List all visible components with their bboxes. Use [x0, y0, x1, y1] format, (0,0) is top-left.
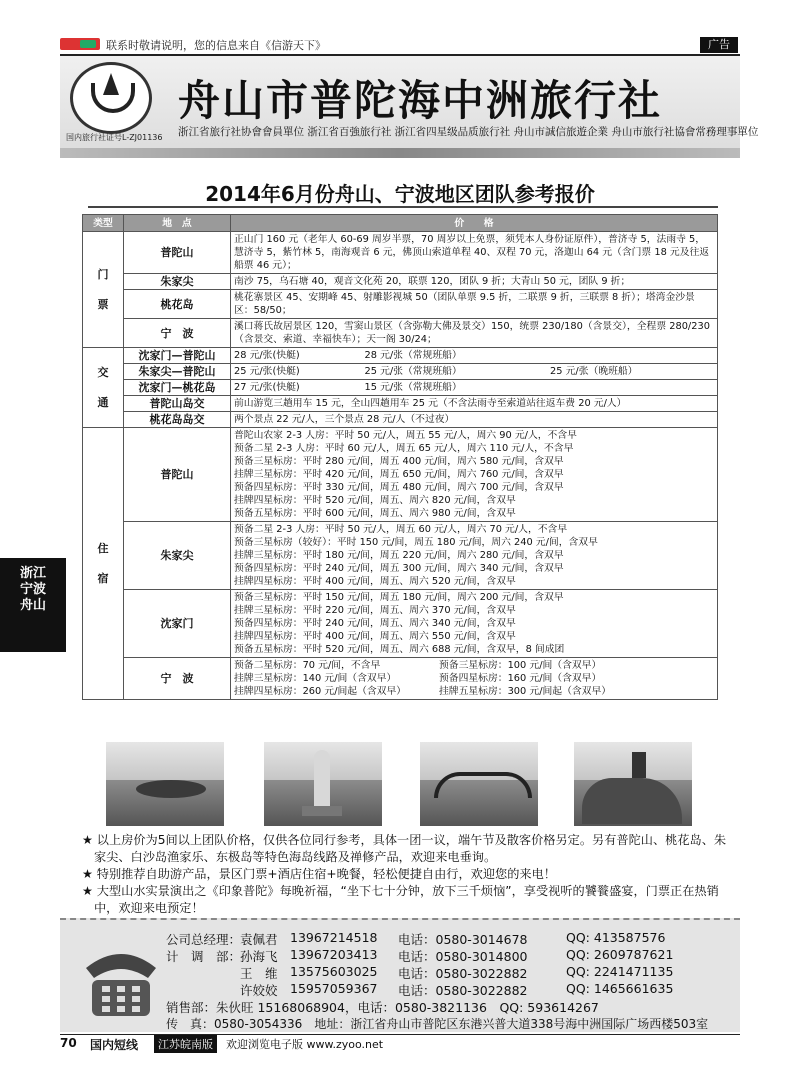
top-strip — [60, 36, 740, 56]
price-cell: 28 元/张(快艇) — [231, 348, 362, 364]
location-cell: 宁 波 — [124, 658, 231, 700]
note-item: ★ 特别推荐自助游产品，景区门票+酒店住宿+晚餐，轻松便捷自由行，欢迎您的来电！ — [82, 867, 556, 881]
guanyin-statue-photo — [264, 742, 382, 826]
price-cell: 桃花寨景区 45、安期峰 45、射雕影视城 50（团队单票 9.5 折，二联票 9 折，三联票 8 折）；塔湾金沙景区：58/50； — [231, 290, 718, 319]
note-item: ★ 以上房价为5间以上团队价格，仅供各位同行参考，具体一团一议，端午节及散客价格另定。另有普陀山、桃花岛、朱家尖、白沙岛渔家乐、东极岛等特色海岛线路及禅修产品，欢迎来电垂询。 — [82, 833, 727, 864]
price-cell: 预备三星标房：平时 150 元/间，周五 180 元/间，周六 200 元/间，含双早 挂牌三星标房：平时 220 元/间，周五、周六 370 元/间，含双早 预备四星标房：平时 240 元/间，周五、周六 340 元/间，含双早 挂牌四星标房：平时 400 元/间，周五、周六 550 元/间，含双早 预备五星标房：平时 520 元/间，周五、周六 688 元/间，含双早，8 间成团 — [231, 590, 718, 658]
table-row — [83, 232, 718, 274]
website-promo: 欢迎浏览电子版 www.zyoo.net — [226, 1038, 384, 1051]
contact-mobile: 13575603025 — [290, 964, 378, 979]
telephone-icon — [76, 938, 166, 1022]
location-cell: 朱家尖 — [124, 522, 231, 590]
price-table — [82, 214, 718, 700]
publisher-logo-icon — [60, 38, 100, 50]
price-cell: 两个景点 22 元/人，三个景点 28 元/人（不过夜） — [231, 412, 718, 428]
license-number: 国内旅行社证号L-ZJ01136 — [66, 133, 163, 142]
contact-role: 计 调 部： — [166, 949, 242, 964]
table-row — [83, 412, 718, 428]
contact-name: 王 维 — [240, 966, 278, 981]
category-lodging: 住 宿 — [83, 428, 124, 700]
agency-emblem-icon — [70, 62, 152, 134]
table-row — [83, 380, 718, 396]
table-row — [83, 428, 718, 522]
header-swoosh — [60, 148, 740, 158]
edition-badge: 江苏皖南版 — [154, 1035, 217, 1053]
page-number: 70 — [60, 1036, 77, 1050]
contact-mobile: 13967203413 — [290, 947, 378, 962]
bridge-photo — [420, 742, 538, 826]
contact-mobile: 13967214518 — [290, 930, 378, 945]
company-honors: 浙江省旅行社协會會員單位 浙江省百強旅行社 浙江省四星级品质旅行社 舟山市誠信旅遊企業 舟山市旅行社協會常務理事單位 — [178, 126, 759, 138]
price-cell: 25 元/张（常规班船） — [362, 364, 548, 380]
table-header-row — [83, 215, 718, 232]
contact-qq: QQ: 2241471135 — [566, 964, 674, 979]
contact-name: 袁佩君 — [240, 932, 278, 947]
table-row — [83, 364, 718, 380]
notes — [82, 832, 732, 917]
price-cell: 28 元/张（常规班船） — [362, 348, 548, 364]
price-cell: 预备二星标房：70 元/间，不含早 预备三星标房：100 元/间（含双早） 挂牌三星标房：140 元/间（含双早） 预备四星标房：160 元/间（含双早） 挂牌四星标房：260 元/间起（含双早） 挂牌五星标房：300 元/间起（含双早） — [231, 658, 718, 700]
table-row — [83, 348, 718, 364]
sales-contact: 销售部：朱伙旺 15168068904，电话：0580-3821136 QQ: 593614267 — [166, 1000, 599, 1015]
category-tickets: 门 票 — [83, 232, 124, 348]
location-cell: 普陀山岛交 — [124, 396, 231, 412]
contact-tel: 电话：0580-3014678 — [398, 932, 528, 947]
header-price: 价 格 — [231, 215, 718, 232]
table-row — [83, 522, 718, 590]
header-location: 地 点 — [124, 215, 231, 232]
table-row — [83, 396, 718, 412]
location-cell: 普陀山 — [124, 232, 231, 274]
ad-tag: 广告 — [700, 37, 738, 53]
price-cell — [547, 380, 717, 396]
region-side-tab: 浙江 宁波 舟山 — [0, 558, 66, 652]
location-cell: 桃花岛 — [124, 290, 231, 319]
contact-tel: 电话：0580-3014800 — [398, 949, 528, 964]
contact-qq: QQ: 413587576 — [566, 930, 666, 945]
coast-photo — [106, 742, 224, 826]
contact-qq: QQ: 1465661635 — [566, 981, 674, 996]
price-cell: 25 元/张（晚班船） — [547, 364, 717, 380]
contact-name: 许姣姣 — [240, 983, 278, 998]
table-row — [83, 274, 718, 290]
price-cell: 15 元/张（常规班船） — [362, 380, 548, 396]
fax-address: 传 真：0580-3054336 地址：浙江省舟山市普陀区东港兴普大道338号海中洲国际广场西楼503室 — [166, 1017, 709, 1031]
location-cell: 普陀山 — [124, 428, 231, 522]
table-row — [83, 319, 718, 348]
location-cell: 桃花岛岛交 — [124, 412, 231, 428]
price-cell: 25 元/张(快艇) — [231, 364, 362, 380]
location-cell: 沈家门—普陀山 — [124, 348, 231, 364]
table-row — [83, 590, 718, 658]
location-cell: 朱家尖—普陀山 — [124, 364, 231, 380]
contact-qq: QQ: 2609787621 — [566, 947, 674, 962]
header-type: 类型 — [83, 215, 124, 232]
contact-tel: 电话：0580-3022882 — [398, 983, 528, 998]
location-cell: 沈家门 — [124, 590, 231, 658]
cliff-pagoda-photo — [574, 742, 692, 826]
title-divider — [88, 206, 718, 208]
price-cell: 溪口蒋氏故居景区 120，雪窦山景区（含弥勒大佛及景交）150，统票 230/180（含景交），全程票 280/230（含景交、索道、幸福快车）；天一阁 30/24； — [231, 319, 718, 348]
price-cell: 正山门 160 元（老年人 60-69 周岁半票，70 周岁以上免票，须凭本人身份证原件），普济寺 5，法雨寺 5，慧济寺 5，紫竹林 5，南海观音 6 元，佛顶山索道单程 40、双程 70 元，洛迦山 64 元（含门票 18 元及往返船票 46 元）； — [231, 232, 718, 274]
note-item: ★ 大型山水实景演出之《印象普陀》每晚祈福，“坐下七十分钟，放下三千烦恼”，享受视听的饕餮盛宴，门票正在热销中，欢迎来电预定！ — [82, 884, 719, 915]
source-note: 联系时敬请说明，您的信息来自《信游天下》 — [106, 39, 326, 52]
location-cell: 宁 波 — [124, 319, 231, 348]
section-name: 国内短线 — [90, 1038, 139, 1052]
price-cell: 前山游览三趟用车 15 元，全山四趟用车 25 元（不含法雨寺至索道站往返车费 20 元/人） — [231, 396, 718, 412]
contact-mobile: 15957059367 — [290, 981, 378, 996]
contact-tel: 电话：0580-3022882 — [398, 966, 528, 981]
location-cell: 朱家尖 — [124, 274, 231, 290]
contact-role: 公司总经理： — [166, 932, 242, 947]
price-cell: 27 元/张(快艇) — [231, 380, 362, 396]
contact-name: 孙海飞 — [240, 949, 278, 964]
price-cell: 预备二星 2-3 人房：平时 50 元/人，周五 60 元/人，周六 70 元/人，不含早 预备三星标房（较好）：平时 150 元/间，周五 180 元/间，周六 240 元/间，含双早 挂牌三星标房：平时 180 元/间，周五 220 元/间，周六 280 元/间，含双早 预备四星标房：平时 240 元/间，周五 300 元/间，周六 340 元/间，含双早 挂牌四星标房：平时 400 元/间，周五、周六 520 元/间，含双早 — [231, 522, 718, 590]
company-name: 舟山市普陀海中洲旅行社 — [178, 76, 663, 125]
table-row — [83, 290, 718, 319]
category-transport: 交 通 — [83, 348, 124, 428]
price-cell — [547, 348, 717, 364]
price-cell: 普陀山农家 2-3 人房：平时 50 元/人，周五 55 元/人，周六 90 元/人，不含早 预备二星 2-3 人房：平时 60 元/人，周五 65 元/人，周六 110 元/人，不含早 预备三星标房：平时 280 元/间，周五 400 元/间，周六 580 元/间，含双早 挂牌三星标房：平时 420 元/间，周五 650 元/间，周六 760 元/间，含双早 预备四星标房：平时 330 元/间，周五 480 元/间，周六 700 元/间，含双早 挂牌四星标房：平时 520 元/间，周五、周六 820 元/间，含双早 预备五星标房：平时 600 元/间，周五、周六 980 元/间，含双早 — [231, 428, 718, 522]
price-cell: 南沙 75，乌石塘 40，观音文化苑 20，联票 120，团队 9 折；大青山 50 元，团队 9 折； — [231, 274, 718, 290]
table-row — [83, 658, 718, 700]
location-cell: 沈家门—桃花岛 — [124, 380, 231, 396]
page-title: 2014年6月份舟山、宁波地区团队参考报价 — [205, 182, 595, 206]
